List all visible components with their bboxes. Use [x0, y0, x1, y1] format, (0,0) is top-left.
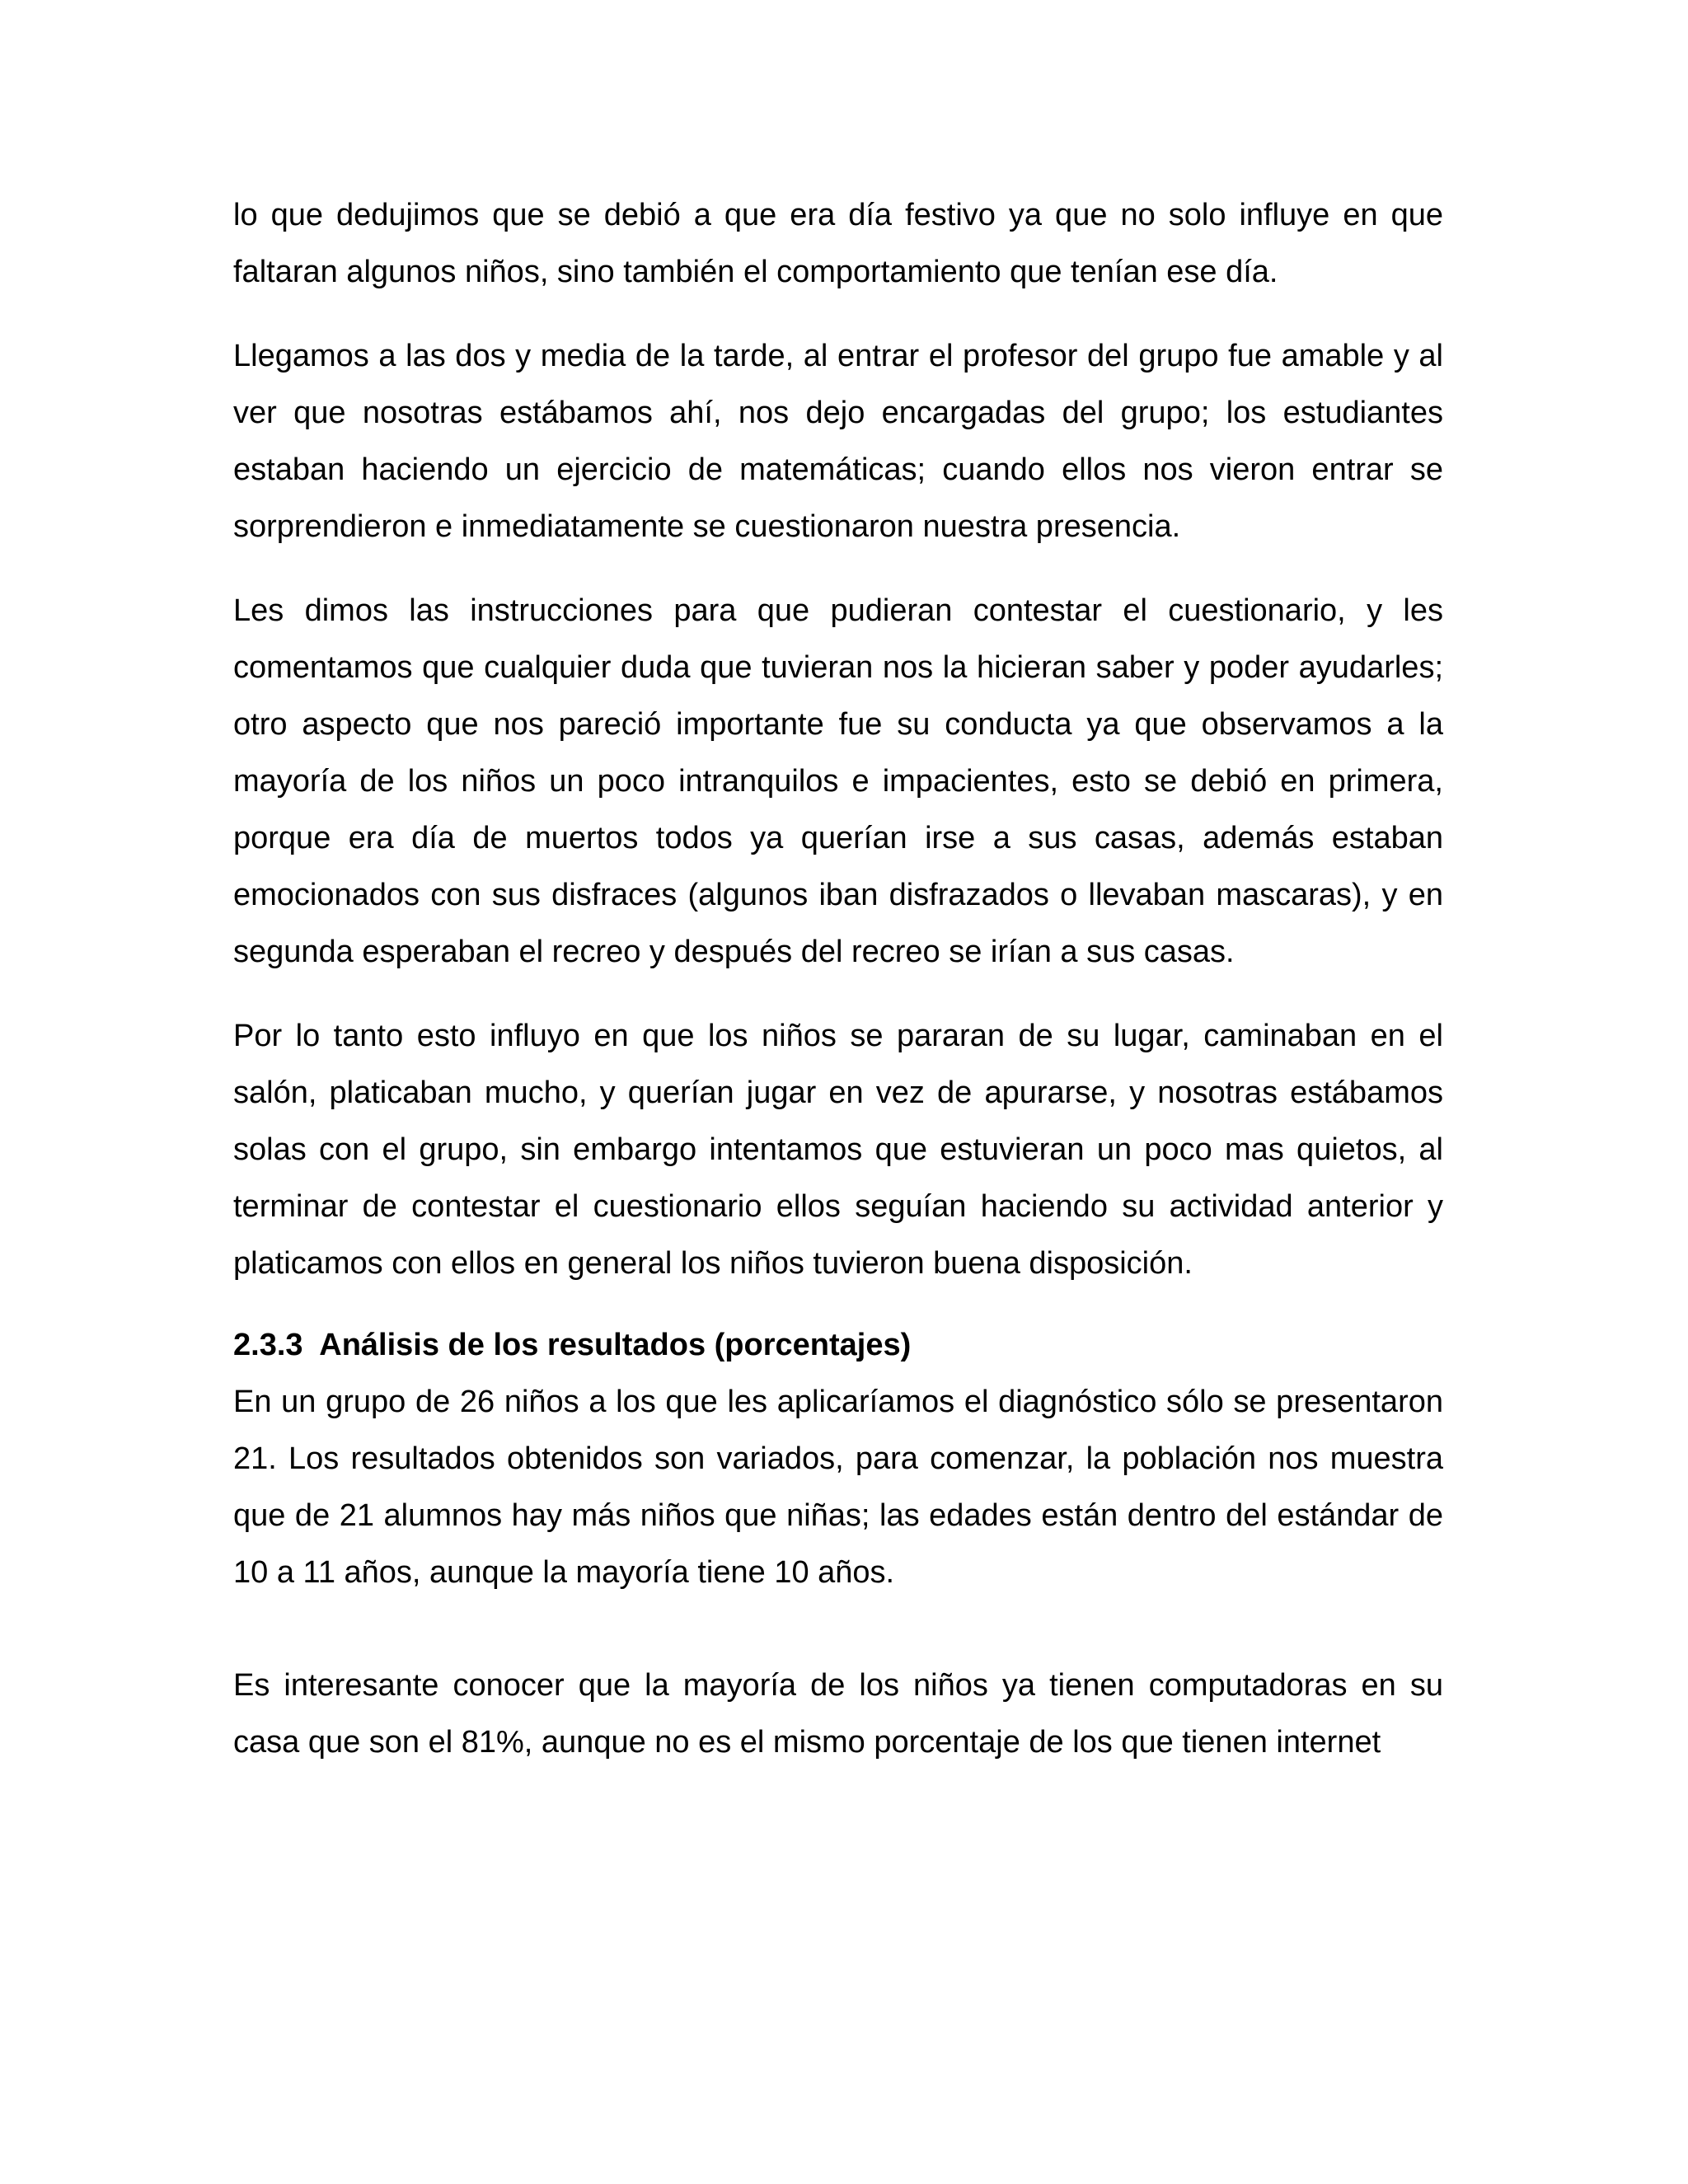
paragraph-5: En un grupo de 26 niños a los que les aplicaríamos el diagnóstico sólo se presentaron 21. Los resultados obtenidos son variados, para comenzar, la población nos muestra que de 21 alumnos hay más niños que niñas; las edades están dentro del estándar de 10 a 11 años, aunque la mayoría tiene 10 años.	[233, 1385, 1443, 1590]
paragraph-4: Por lo tanto esto influyo en que los niños se pararan de su lugar, caminaban en el salón, platicaban mucho, y querían jugar en vez de apurarse, y nosotras estábamos solas con el grupo, sin embargo intentamos que estuvieran un poco mas quietos, al terminar de contestar el cuestionario ellos seguían haciendo su actividad anterior y platicamos con ellos en general los niños tuvieron buena disposición.	[233, 1019, 1443, 1281]
paragraph-3: Les dimos las instrucciones para que pudieran contestar el cuestionario, y les comentamos que cualquier duda que tuvieran nos la hicieran saber y poder ayudarles; otro aspecto que nos pareció importante fue su conducta ya que observamos a la mayoría de los niños un poco intranquilos e impacientes, esto se debió en primera, porque era día de muertos todos ya querían irse a sus casas, además estaban emocionados con sus disfraces (algunos iban disfrazados o llevaban mascaras), y en segunda esperaban el recreo y después del recreo se irían a sus casas.	[233, 593, 1443, 969]
paragraph-gap	[233, 301, 1443, 328]
paragraph-gap	[233, 1292, 1443, 1317]
paragraph-gap	[233, 555, 1443, 583]
section-number: 2.3.3	[233, 1328, 303, 1362]
paragraph-gap	[233, 1601, 1443, 1657]
paragraph-1: lo que dedujimos que se debió a que era día festivo ya que no solo influye en que faltaran algunos niños, sino también el comportamiento que tenían ese día.	[233, 198, 1443, 289]
paragraph-6: Es interesante conocer que la mayoría de los niños ya tienen computadoras en su casa que son el 81%, aunque no es el mismo porcentaje de los que tienen internet	[233, 1668, 1443, 1760]
section-title: Análisis de los resultados (porcentajes)	[319, 1328, 912, 1362]
paragraph-2: Llegamos a las dos y media de la tarde, al entrar el profesor del grupo fue amable y al ver que nosotras estábamos ahí, nos dejo encargadas del grupo; los estudiantes estaban haciendo un ejercicio de matemáticas; cuando ellos nos vieron entrar se sorprendieron e inmediatamente se cuestionaron nuestra presencia.	[233, 339, 1443, 544]
paragraph-gap	[233, 981, 1443, 1008]
section-heading	[233, 1317, 1443, 1374]
document-page	[233, 187, 1443, 1771]
